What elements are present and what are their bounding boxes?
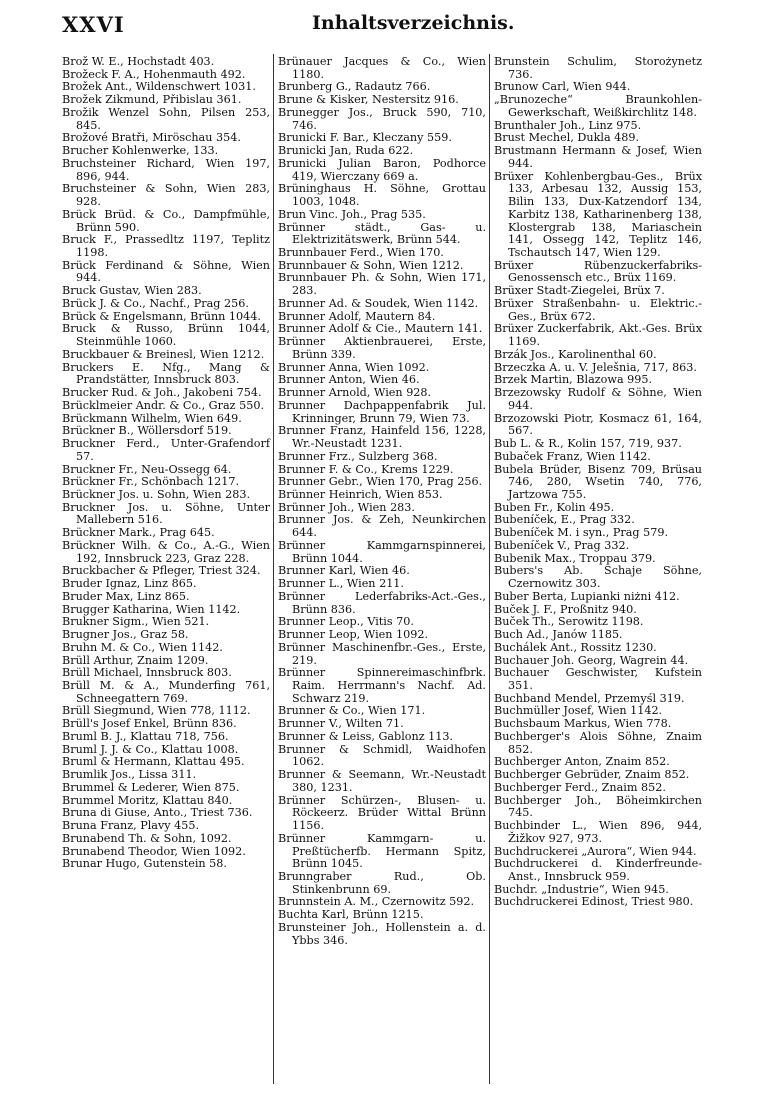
index-entry: Brünner Aktienbrauerei, Erste, Brünn 339. (278, 335, 486, 361)
index-entry: Brückmann Wilhelm, Wien 649. (62, 411, 242, 425)
index-entry: Bruder Max, Linz 865. (62, 589, 190, 603)
index-entry: Brzek Martin, Blazowa 995. (494, 373, 653, 387)
index-entry: Brugger Katharina, Wien 1142. (62, 602, 241, 616)
index-entry: Buchálek Ant., Rossitz 1230. (494, 640, 657, 654)
index-entry: Bruchsteiner & Sohn, Wien 283, 928. (62, 182, 270, 209)
index-entry: Bruhn M. & Co., Wien 1142. (62, 640, 223, 654)
index-entry: Buchdruckerei Edinost, Triest 980. (494, 895, 694, 909)
index-entry: Bruna di Giuse, Anto., Triest 736. (62, 806, 253, 820)
index-entry: „Brunozeche“ Braunkohlen-Gewerkschaft, Weißkirchlitz 148. (494, 93, 702, 119)
index-entry: Brüll Michael, Innsbruck 803. (62, 666, 232, 680)
index-entry: Bruckner Ferd., Unter-Grafendorf 57. (62, 437, 270, 463)
index-entry: Buchberger Ferd., Znaim 852. (494, 780, 666, 794)
index-entry: Buček J. F., Proßnitz 940. (494, 602, 637, 616)
index-entry: Buček Th., Serowitz 1198. (494, 615, 644, 629)
index-entry: Brunner & Co., Wien 171. (278, 704, 426, 718)
index-entry: Brunnbauer & Sohn, Wien 1212. (278, 258, 464, 272)
page-header (0, 10, 760, 40)
index-entry: Brückner Mark., Prag 645. (62, 526, 215, 540)
index-entry: Bruder Ignaz, Linz 865. (62, 577, 197, 591)
index-entry: Brune & Kisker, Nestersitz 916. (278, 93, 459, 107)
index-entry: Buchauer Joh. Georg, Wagrein 44. (494, 653, 689, 667)
index-entry: Bub L. & R., Kolin 157, 719, 937. (494, 437, 682, 451)
index-entry: Brož W. E., Hochstadt 403. (62, 55, 215, 68)
index-column-3 (494, 56, 702, 909)
index-entry: Bruckbauer & Breinesl, Wien 1212. (62, 347, 265, 361)
index-entry: Brünauer Jacques & Co., Wien 1180. (278, 55, 486, 81)
index-entry: Brücklmeier Andr. & Co., Graz 550. (62, 398, 265, 412)
index-entry: Bruck & Russo, Brünn 1044, Steinmühle 1060. (62, 322, 270, 349)
index-entry: Brucker Rud. & Joh., Jakobeni 754. (62, 386, 262, 400)
index-entry: Buchmüller Josef, Wien 1142. (494, 704, 663, 718)
index-entry: Buchberger Anton, Znaim 852. (494, 755, 670, 769)
index-entry: Brunsteiner Joh., Hollenstein a. d. Ybbs 346. (278, 920, 486, 947)
index-entry: Brückner B., Wöllersdorf 519. (62, 424, 232, 438)
index-entry: Buch Ad., Janów 1185. (494, 628, 623, 642)
index-entry: Buben Fr., Kolin 495. (494, 500, 615, 514)
index-entry: Brucher Kohlenwerke, 133. (62, 144, 219, 158)
index-entry: Brunner Leop., Vitis 70. (278, 615, 414, 629)
index-entry: Brunner Ad. & Soudek, Wien 1142. (278, 296, 479, 310)
index-entry: Brzák Jos., Karolinenthal 60. (494, 347, 657, 361)
column-divider (489, 54, 490, 1084)
index-entry: Brunner Franz, Hainfeld 156, 1228, Wr.-Neustadt 1231. (278, 424, 486, 451)
index-entry: Bruck Gustav, Wien 283. (62, 284, 202, 298)
index-entry: Brunner Adolf, Mautern 84. (278, 309, 436, 323)
index-entry: Bruchsteiner Richard, Wien 197, 896, 944. (62, 156, 270, 183)
index-entry: Brunnbauer Ferd., Wien 170. (278, 246, 444, 260)
index-entry: Bruckner Jos. u. Söhne, Unter Mallebern 516. (62, 500, 270, 527)
index-entry: Brožové Bratři, Miröschau 354. (62, 131, 241, 145)
running-title: Inhaltsverzeichnis. (312, 12, 515, 34)
index-entry: Bubaček Franz, Wien 1142. (494, 449, 651, 463)
index-column-1 (62, 56, 270, 871)
index-entry: Brunnstein A. M., Czernowitz 592. (278, 895, 475, 909)
index-entry: Brzeczka A. u. V. Jelešnia, 717, 863. (494, 360, 697, 374)
index-entry: Brunabend Th. & Sohn, 1092. (62, 831, 232, 845)
index-entry: Brüxer Zuckerfabrik, Akt.-Ges. Brüx 1169. (494, 322, 702, 349)
index-entry: Brunegger Jos., Bruck 590, 710, 746. (278, 105, 486, 132)
index-entry: Buchdruckerei „Aurora“, Wien 944. (494, 844, 697, 858)
index-entry: Bubenik Max., Troppau 379. (494, 551, 656, 565)
index-entry: Brunner Jos. & Zeh, Neunkirchen 644. (278, 513, 486, 540)
index-entry: Bruck F., Prassedltz 1197, Teplitz 1198. (62, 233, 270, 260)
index-entry: Bubeníček, E., Prag 332. (494, 513, 635, 527)
index-entry: Brünner Maschinenfbr.-Ges., Erste, 219. (278, 640, 486, 667)
index-entry: Brünner Joh., Wien 283. (278, 500, 415, 514)
index-entry: Brück & Engelsmann, Brünn 1044. (62, 309, 261, 323)
index-entry: Brückner Jos. u. Sohn, Wien 283. (62, 487, 251, 501)
index-column-2 (278, 56, 486, 947)
index-entry: Buchberger Gebrüder, Znaim 852. (494, 768, 690, 782)
index-entry: Buchsbaum Markus, Wien 778. (494, 717, 672, 731)
index-entry: Brüll Arthur, Znaim 1209. (62, 653, 209, 667)
index-entry: Bruckers E. Nfg., Mang & Prandstätter, Innsbruck 803. (62, 360, 270, 387)
index-entry: Brünner Kammgarnspinnerei, Brünn 1044. (278, 538, 486, 565)
column-divider (273, 54, 274, 1084)
index-entry: Brummel Moritz, Klattau 840. (62, 793, 233, 807)
index-entry: Brüll's Josef Enkel, Brünn 836. (62, 717, 237, 731)
index-entry: Brünner Kammgarn- u. Preßtücherfb. Hermann Spitz, Brünn 1045. (278, 831, 486, 871)
index-entry: Brück Ferdinand & Söhne, Wien 944. (62, 258, 270, 285)
index-entry: Brunstein Schulim, Storożynetz 736. (494, 55, 702, 81)
index-entry: Brunner Anton, Wien 46. (278, 373, 420, 387)
index-entry: Brüninghaus H. Söhne, Grottau 1003, 1048. (278, 182, 486, 209)
index-entry: Buchauer Geschwister, Kufstein 351. (494, 666, 702, 692)
index-entry: Brüxer Straßenbahn- u. Elektric.-Ges., Brüx 672. (494, 296, 702, 323)
index-entry: Brunner Dachpappenfabrik Jul. Krinninger, Brunn 79, Wien 73. (278, 398, 486, 425)
index-entry: Brünner Spinnereimaschinfbrk. Raim. Herrmann's Nachf. Ad. Schwarz 219. (278, 666, 486, 705)
index-entry: Brunngraber Rud., Ob. Stinkenbrunn 69. (278, 870, 486, 896)
index-entry: Buchta Karl, Brünn 1215. (278, 908, 424, 922)
index-entry: Brunner Gebr., Wien 170, Prag 256. (278, 475, 483, 489)
index-entry: Brück J. & Co., Nachf., Prag 256. (62, 296, 249, 310)
index-entry: Brück Brüd. & Co., Dampfmühle, Brünn 590. (62, 207, 270, 234)
index-entry: Bruml B. J., Klattau 718, 756. (62, 729, 229, 743)
index-entry: Brünner Schürzen-, Blusen- u. Röckeerz. Brüder Wittal Brünn 1156. (278, 793, 486, 833)
index-entry: Brunthaler Joh., Linz 975. (494, 118, 642, 132)
index-entry: Brüxer Rübenzuckerfabriks-Genossensch etc., Brüx 1169. (494, 258, 702, 285)
index-entry: Brzozowski Piotr, Kosmacz 61, 164, 567. (494, 411, 702, 438)
index-entry: Brunner Arnold, Wien 928. (278, 386, 432, 400)
index-entry: Brüxer Stadt-Ziegelei, Brüx 7. (494, 284, 665, 298)
index-entry: Buchdr. „Industrie“, Wien 945. (494, 882, 669, 896)
index-entry: Brugner Jos., Graz 58. (62, 628, 189, 642)
index-entry: Brunner Leop, Wien 1092. (278, 628, 429, 642)
index-entry: Bubela Brüder, Bisenz 709, Brüsau 746, 280, Wsetin 740, 776, Jartzowa 755. (494, 462, 702, 501)
index-entry: Brožik Wenzel Sohn, Pilsen 253, 845. (62, 105, 270, 132)
index-entry: Brzezowsky Rudolf & Söhne, Wien 944. (494, 386, 702, 412)
index-entry: Brožek Zikmund, Přibislau 361. (62, 93, 242, 107)
index-entry: Buchberger Joh., Böheimkirchen 745. (494, 793, 702, 820)
index-entry: Brunner Adolf & Cie., Mautern 141. (278, 322, 483, 336)
index-entry: Brunner & Schmidl, Waidhofen 1062. (278, 742, 486, 769)
index-entry: Buchband Mendel, Przemyśl 319. (494, 691, 685, 705)
index-entry: Brunner F. & Co., Krems 1229. (278, 462, 454, 476)
index-entry: Brunner L., Wien 211. (278, 577, 404, 591)
index-entry: Buchbinder L., Wien 896, 944, Žižkov 927, 973. (494, 819, 702, 845)
index-entry: Brunberg G., Radautz 766. (278, 80, 431, 94)
index-entry: Brüll M. & A., Munderfing 761, Schneegattern 769. (62, 678, 270, 705)
index-entry: Bruna Franz, Plavy 455. (62, 819, 200, 833)
index-entry: Brückner Fr., Schönbach 1217. (62, 475, 240, 489)
index-entry: Brüxer Kohlenbergbau-Ges., Brüx 133, Arbesau 132, Aussig 153, Bilin 133, Dux-Katzendorf 134, Karbitz 138, Katharinenberg 138, Klostergrab 138, Mariaschein 141, Ossegg 142, Teplitz 146, Tschautsch 147, Wien 129. (494, 169, 702, 260)
index-entry: Bubers's Ab. Schaje Söhne, Czernowitz 303. (494, 564, 702, 591)
index-entry: Brunnbauer Ph. & Sohn, Wien 171, 283. (278, 271, 486, 298)
index-entry: Brünner Lederfabriks-Act.-Ges., Brünn 836. (278, 589, 486, 616)
index-entry: Brunner & Seemann, Wr.-Neustadt 380, 1231. (278, 768, 486, 794)
index-entry: Brunicki F. Bar., Kleczany 559. (278, 131, 452, 145)
index-entry: Brunicki Jan, Ruda 622. (278, 144, 414, 158)
index-entry: Bubeníček V., Prag 332. (494, 538, 630, 552)
index-entry: Brun Vinc. Joh., Prag 535. (278, 207, 426, 221)
index-entry: Brumlik Jos., Lissa 311. (62, 768, 197, 782)
index-entry: Brünner Heinrich, Wien 853. (278, 487, 443, 501)
index-entry: Brünner städt., Gas- u. Elektrizitätswerk, Brünn 544. (278, 220, 486, 247)
index-entry: Brüll Siegmund, Wien 778, 1112. (62, 704, 251, 718)
page-number: XXVI (62, 12, 125, 37)
index-entry: Brožek Ant., Wildenschwert 1031. (62, 80, 256, 94)
index-entry: Brukner Sigm., Wien 521. (62, 615, 210, 629)
index-entry: Brunicki Julian Baron, Podhorce 419, Wierczany 669 a. (278, 156, 486, 183)
index-entry: Brunner & Leiss, Gablonz 113. (278, 729, 454, 743)
index-entry: Buchberger's Alois Söhne, Znaim 852. (494, 729, 702, 756)
index-entry: Bruml & Hermann, Klattau 495. (62, 755, 245, 769)
index-entry: Brunner V., Wilten 71. (278, 717, 404, 731)
index-entry: Bruml J. J. & Co., Klattau 1008. (62, 742, 239, 756)
index-entry: Bruckner Fr., Neu-Ossegg 64. (62, 462, 232, 476)
index-entry: Brustmann Hermann & Josef, Wien 944. (494, 144, 702, 170)
index-entry: Brunar Hugo, Gutenstein 58. (62, 857, 227, 871)
index-entry: Brunow Carl, Wien 944. (494, 80, 631, 94)
index-entry: Buchdruckerei d. Kinderfreunde-Anst., Innsbruck 959. (494, 857, 702, 883)
index-entry: Brunabend Theodor, Wien 1092. (62, 844, 246, 858)
index-entry: Buber Berta, Lupianki niżni 412. (494, 589, 680, 603)
index-entry: Brummel & Lederer, Wien 875. (62, 780, 240, 794)
index-entry: Bruckbacher & Pfleger, Triest 324. (62, 564, 261, 578)
index-entry: Brunner Anna, Wien 1092. (278, 360, 430, 374)
index-entry: Brückner Wilh. & Co., A.-G., Wien 192, Innsbruck 223, Graz 228. (62, 538, 270, 565)
index-entry: Bubeníček M. i syn., Prag 579. (494, 526, 669, 540)
index-entry: Brust Mechel, Dukla 489. (494, 131, 640, 145)
index-entry: Brunner Frz., Sulzberg 368. (278, 449, 438, 463)
index-entry: Brožeck F. A., Hohenmauth 492. (62, 67, 246, 81)
index-entry: Brunner Karl, Wien 46. (278, 564, 410, 578)
